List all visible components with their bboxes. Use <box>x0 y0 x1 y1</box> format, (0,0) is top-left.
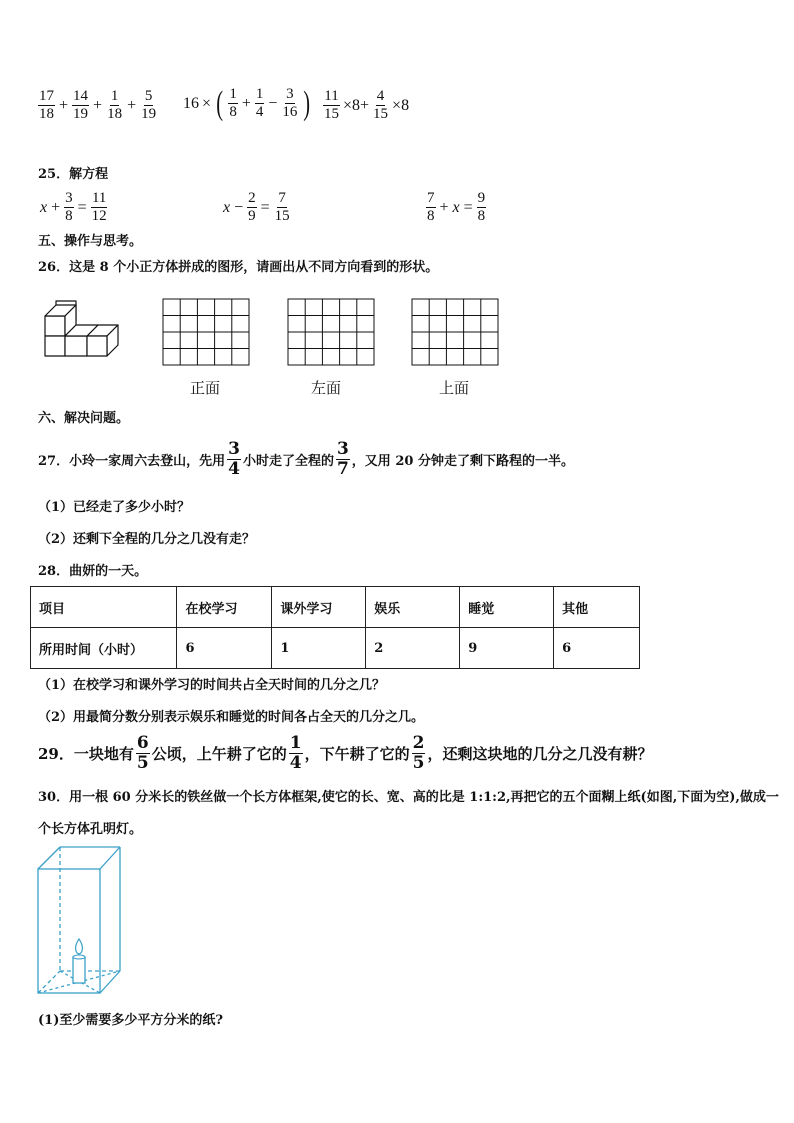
table-cell: 所用时间（小时） <box>31 628 177 669</box>
denominator: 8 <box>229 104 237 120</box>
expression-1 <box>38 88 157 123</box>
denominator: 15 <box>274 208 290 224</box>
denominator: 12 <box>91 208 107 224</box>
q29-part: 29．一块地有 <box>38 745 134 763</box>
numerator: 3 <box>65 190 73 206</box>
operator: × <box>202 94 212 112</box>
numerator: 1 <box>229 86 237 102</box>
grid-front[interactable] <box>162 298 252 368</box>
section-6-heading: 六、解决问题。 <box>38 411 130 426</box>
lantern-figure <box>36 845 126 997</box>
table-cell: 9 <box>460 628 554 669</box>
right-paren: ) <box>303 84 311 122</box>
denominator: 19 <box>73 106 89 122</box>
variable: x <box>452 198 460 216</box>
numerator: 17 <box>39 88 54 104</box>
q29-part: 公顷，上午耕了它的 <box>151 745 287 763</box>
numerator: 7 <box>278 190 286 206</box>
denominator: 4 <box>255 104 264 120</box>
candle-icon <box>73 939 85 983</box>
q27-pre: 27．小玲一家周六去登山，先用 <box>38 454 226 469</box>
denominator: 8 <box>65 208 73 224</box>
q29-part: ，还剩这块地的几分之几没有耕？ <box>427 745 653 763</box>
table-header-cell: 项目 <box>31 587 177 628</box>
numerator: 7 <box>427 190 435 206</box>
denominator: 8 <box>477 208 486 224</box>
expression-text: ×8 <box>392 96 410 114</box>
numerator: 3 <box>286 86 294 102</box>
numerator: 4 <box>376 88 385 104</box>
coefficient: 16 <box>183 94 199 112</box>
denominator: 15 <box>373 106 389 122</box>
variable: x <box>223 198 231 216</box>
numerator: 6 <box>136 733 149 753</box>
label-top: 上面 <box>439 379 470 397</box>
expression-3 <box>323 88 409 123</box>
numerator: 1 <box>255 86 264 102</box>
table-header-cell: 其他 <box>554 587 640 628</box>
numerator: 11 <box>91 190 107 206</box>
denominator: 19 <box>141 106 157 122</box>
equals-sign: = <box>77 198 87 216</box>
cube-face <box>65 336 87 356</box>
denominator: 5 <box>136 753 149 773</box>
denominator: 16 <box>282 104 298 120</box>
numerator: 2 <box>248 190 256 206</box>
table-cell: 6 <box>554 628 640 669</box>
q27-sub2: （2）还剩下全程的几分之几没有走？ <box>38 532 256 547</box>
operator: + <box>439 198 449 216</box>
grid-top[interactable] <box>411 298 501 368</box>
expression-2 <box>183 86 313 121</box>
q29-text <box>38 734 652 773</box>
denominator: 8 <box>427 208 435 224</box>
denominator: 5 <box>412 753 425 773</box>
q27-post: ，又用 20 分钟走了剩下路程的一半。 <box>351 454 574 469</box>
label-front: 正面 <box>190 379 221 397</box>
equation-1 <box>40 190 108 225</box>
operator: + <box>241 94 251 112</box>
table-cell: 2 <box>366 628 460 669</box>
numerator: 1 <box>289 733 302 753</box>
denominator: 9 <box>248 208 256 224</box>
table-header-cell: 课外学习 <box>272 587 366 628</box>
equation-3 <box>426 190 486 225</box>
q27-mid: 小时走了全程的 <box>242 454 334 469</box>
q29-part: ，下午耕了它的 <box>304 745 410 763</box>
operator: + <box>93 96 103 114</box>
cube-figure <box>40 300 130 362</box>
denominator: 4 <box>289 753 302 773</box>
denominator: 7 <box>336 459 349 479</box>
section-5-heading: 五、操作与思考。 <box>38 234 143 249</box>
operator: − <box>268 94 278 112</box>
left-paren: ( <box>216 84 224 122</box>
label-left: 左面 <box>311 379 342 397</box>
equation-2 <box>223 190 291 225</box>
numerator: 1 <box>110 88 119 104</box>
table-header-cell: 在校学习 <box>177 587 272 628</box>
q28-sub2: （2）用最简分数分别表示娱乐和睡觉的时间各占全天的几分之几。 <box>38 710 425 725</box>
operator: + <box>127 96 137 114</box>
q25-title: 25．解方程 <box>38 167 109 182</box>
q30-text: 30．用一根 60 分米长的铁丝做一个长方体框架,使它的长、宽、高的比是 1:1:2,再把它的五个面糊上纸(如图,下面为空),做成一个长方体孔明灯。 <box>38 790 779 837</box>
numerator: 3 <box>228 439 240 459</box>
operator: − <box>234 198 244 216</box>
q27-text <box>38 440 574 479</box>
numerator: 5 <box>144 88 153 104</box>
denominator: 18 <box>39 106 54 122</box>
numerator: 9 <box>477 190 486 206</box>
table-header-cell: 睡觉 <box>460 587 554 628</box>
numerator: 2 <box>412 733 425 753</box>
q30-sub1: (1)至少需要多少平方分米的纸? <box>38 1013 223 1028</box>
table-header-row <box>31 587 640 628</box>
denominator: 18 <box>107 106 123 122</box>
equals-sign: = <box>463 198 473 216</box>
numerator: 14 <box>73 88 89 104</box>
expression-text: ×8+ <box>343 96 370 114</box>
q28-title: 28．曲妍的一天。 <box>38 564 148 579</box>
denominator: 4 <box>228 459 240 479</box>
variable: x <box>40 198 48 216</box>
operator: + <box>59 96 69 114</box>
cube-face <box>45 316 65 336</box>
cube-face <box>87 336 107 356</box>
numerator: 3 <box>336 439 349 459</box>
q28-sub1: （1）在校学习和课外学习的时间共占全天时间的几分之几？ <box>38 678 386 693</box>
study-table <box>30 586 640 669</box>
table-cell: 1 <box>272 628 366 669</box>
operator: + <box>51 198 61 216</box>
table-cell: 6 <box>177 628 272 669</box>
q27-sub1: （1）已经走了多少小时？ <box>38 500 191 515</box>
grid-left[interactable] <box>287 298 377 368</box>
table-row <box>31 628 640 669</box>
equals-sign: = <box>260 198 270 216</box>
q26-text: 26．这是 8 个小正方体拼成的图形，请画出从不同方向看到的形状。 <box>38 260 439 275</box>
denominator: 15 <box>324 106 339 122</box>
cube-face <box>45 336 65 356</box>
table-header-cell: 娱乐 <box>366 587 460 628</box>
numerator: 11 <box>324 88 339 104</box>
